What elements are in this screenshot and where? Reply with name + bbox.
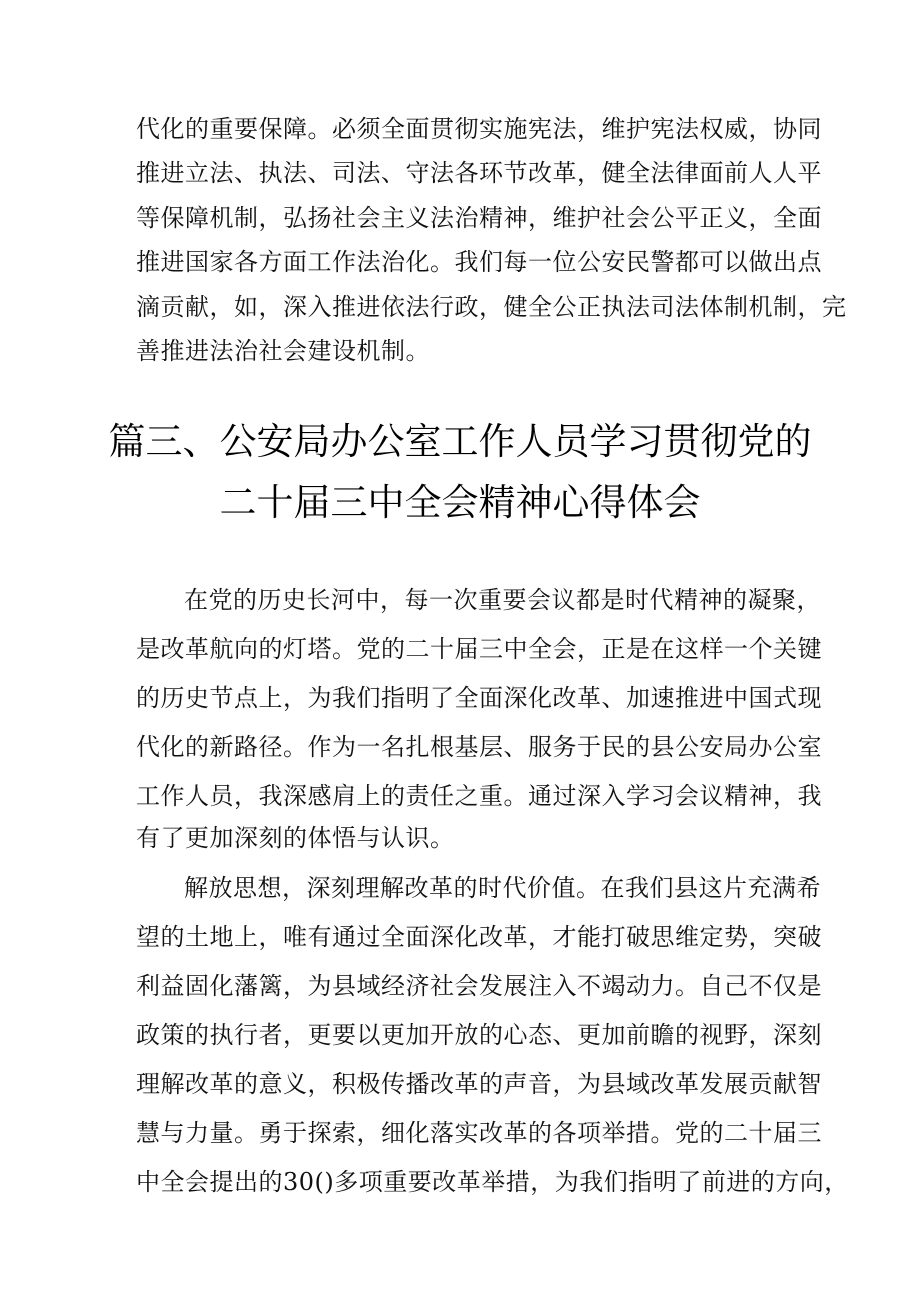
- text-line: 推进立法、执法、司法、守法各环节改革，健全法律面前人人平: [136, 159, 822, 187]
- section-title-line: 二十届三中全会精神心得体会: [219, 481, 701, 524]
- text-line: 工作人员，我深感肩上的责任之重。通过深入学习会议精神，我: [136, 782, 822, 810]
- text-line: 代化的重要保障。必须全面贯彻实施宪法，维护宪法权威，协同: [136, 115, 822, 143]
- text-line: 政策的执行者，更要以更加开放的心态、更加前瞻的视野，深刻: [136, 1021, 822, 1049]
- text-line: 代化的新路径。作为一名扎根基层、服务于民的县公安局办公室: [136, 733, 822, 761]
- text-line: 的历史节点上，为我们指明了全面深化改革、加速推进中国式现: [136, 684, 822, 712]
- text-line: 是改革航向的灯塔。党的二十届三中全会，正是在这样一个关键: [136, 635, 822, 663]
- text-line: 中全会提出的30()多项重要改革举措，为我们指明了前进的方向，: [136, 1168, 849, 1196]
- text-line: 解放思想，深刻理解改革的时代价值。在我们县这片充满希: [184, 874, 821, 902]
- text-line: 在党的历史长河中，每一次重要会议都是时代精神的凝聚，: [184, 586, 821, 614]
- text-line: 慧与力量。勇于探索，细化落实改革的各项举措。党的二十届三: [136, 1119, 822, 1147]
- text-line: 等保障机制，弘扬社会主义法治精神，维护社会公平正义，全面: [136, 204, 822, 232]
- text-line: 利益固化藩篱，为县域经济社会发展注入不竭动力。自己不仅是: [136, 972, 822, 1000]
- text-line: 滴贡献，如，深入推进依法行政，健全公正执法司法体制机制，完: [136, 293, 847, 321]
- text-line: 有了更加深刻的体悟与认识。: [136, 824, 455, 852]
- section-title-line: 篇三、公安局办公室工作人员学习贯彻党的: [108, 420, 812, 463]
- text-line: 理解改革的意义，积极传播改革的声音，为县域改革发展贡献智: [136, 1070, 822, 1098]
- text-line: 望的土地上，唯有通过全面深化改革，才能打破思维定势，突破: [136, 923, 822, 951]
- text-line: 推进国家各方面工作法治化。我们每一位公安民警都可以做出点: [136, 248, 822, 276]
- text-line: 善推进法治社会建设机制。: [136, 337, 430, 365]
